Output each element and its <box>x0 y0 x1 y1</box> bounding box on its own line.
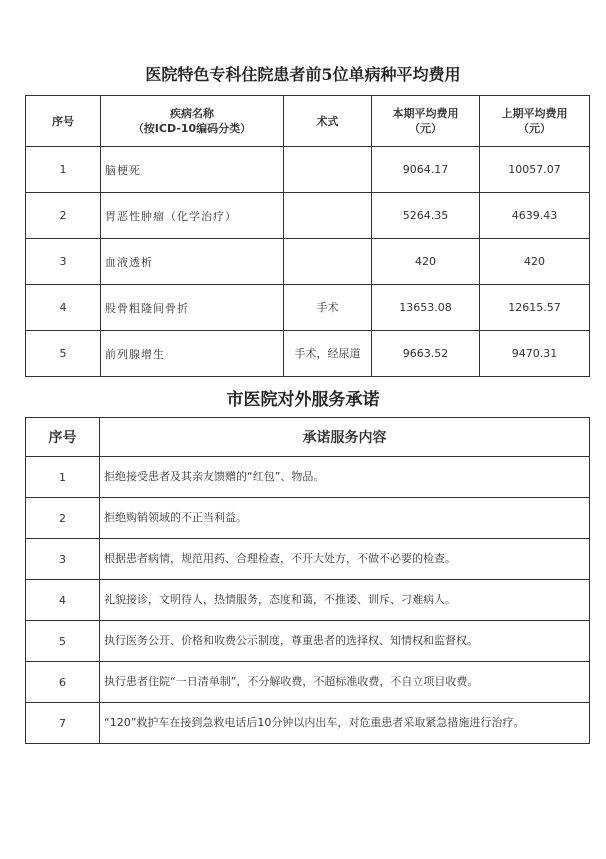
row-procedure <box>284 147 372 193</box>
header-disease: 疾病名称 （按ICD-10编码分类） <box>101 96 284 147</box>
disease-fee-table <box>25 95 590 377</box>
row-index: 5 <box>26 621 100 662</box>
row-current-avg: 9064.17 <box>372 147 480 193</box>
row-current-avg: 13653.08 <box>372 285 480 331</box>
row-index: 2 <box>26 498 100 539</box>
row-current-avg: 9663.52 <box>372 331 480 377</box>
table-row <box>26 193 590 239</box>
promise-table-title: 市医院对外服务承诺 <box>226 390 380 410</box>
row-procedure <box>284 193 372 239</box>
table-row <box>26 662 590 703</box>
row-index: 4 <box>26 285 101 331</box>
table-row <box>26 457 590 498</box>
row-index: 3 <box>26 239 101 285</box>
row-index: 4 <box>26 580 100 621</box>
row-content: 执行患者住院“一日清单制”，不分解收费，不超标准收费，不自立项目收费。 <box>100 662 590 703</box>
row-previous-avg: 9470.31 <box>480 331 590 377</box>
table-row <box>26 331 590 377</box>
header-current-avg: 本期平均费用 （元） <box>372 96 480 147</box>
row-procedure <box>284 239 372 285</box>
row-index: 6 <box>26 662 100 703</box>
row-disease: 股骨粗隆间骨折 <box>101 285 284 331</box>
row-disease: 胃恶性肿瘤（化学治疗） <box>101 193 284 239</box>
table-row <box>26 539 590 580</box>
header-previous-avg: 上期平均费用 （元） <box>480 96 590 147</box>
header-content: 承诺服务内容 <box>100 418 590 457</box>
row-procedure: 手术，经尿道 <box>284 331 372 377</box>
row-content: 根据患者病情，规范用药、合理检查，不开大处方，不做不必要的检查。 <box>100 539 590 580</box>
row-index: 5 <box>26 331 101 377</box>
promise-table-header-row <box>26 418 590 457</box>
row-index: 7 <box>26 703 100 744</box>
table-row <box>26 498 590 539</box>
row-content: “120”救护车在接到急救电话后10分钟以内出车，对危重患者采取紧急措施进行治疗。 <box>100 703 590 744</box>
row-index: 1 <box>26 147 101 193</box>
table-row <box>26 239 590 285</box>
row-current-avg: 5264.35 <box>372 193 480 239</box>
row-content: 拒绝购销领域的不正当利益。 <box>100 498 590 539</box>
table-row <box>26 285 590 331</box>
row-index: 3 <box>26 539 100 580</box>
table-row <box>26 703 590 744</box>
row-previous-avg: 10057.07 <box>480 147 590 193</box>
row-previous-avg: 420 <box>480 239 590 285</box>
table-row <box>26 580 590 621</box>
header-index: 序号 <box>26 418 100 457</box>
table-row <box>26 147 590 193</box>
row-procedure: 手术 <box>284 285 372 331</box>
row-content: 执行医务公开、价格和收费公示制度，尊重患者的选择权、知情权和监督权。 <box>100 621 590 662</box>
table-row <box>26 621 590 662</box>
header-index: 序号 <box>26 96 101 147</box>
row-current-avg: 420 <box>372 239 480 285</box>
row-disease: 前列腺增生 <box>101 331 284 377</box>
row-disease: 血液透析 <box>101 239 284 285</box>
fee-table-title: 医院特色专科住院患者前5位单病种平均费用 <box>145 65 461 84</box>
row-index: 2 <box>26 193 101 239</box>
row-previous-avg: 4639.43 <box>480 193 590 239</box>
header-procedure: 术式 <box>284 96 372 147</box>
row-content: 拒绝接受患者及其亲友馈赠的“红包”、物品。 <box>100 457 590 498</box>
row-content: 礼貌接诊，文明待人，热情服务，态度和蔼，不推诿、训斥、刁难病人。 <box>100 580 590 621</box>
service-promise-table <box>25 417 590 744</box>
row-previous-avg: 12615.57 <box>480 285 590 331</box>
row-index: 1 <box>26 457 100 498</box>
fee-table-header-row <box>26 96 590 147</box>
row-disease: 脑梗死 <box>101 147 284 193</box>
